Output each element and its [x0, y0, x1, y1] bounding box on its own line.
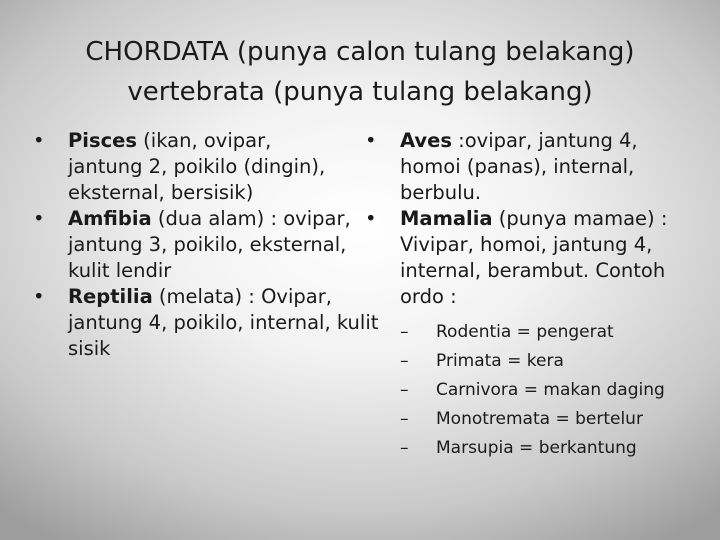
dash-icon: –	[400, 351, 409, 371]
left-column	[30, 128, 379, 362]
sub-list-item	[400, 376, 700, 405]
bullet-icon: •	[33, 129, 45, 152]
sub-item-text: Monotremata = bertelur	[436, 409, 643, 429]
sub-item-text: Rodentia = pengerat	[436, 322, 614, 342]
dash-icon: –	[400, 409, 409, 429]
sub-list-item	[400, 434, 700, 463]
class-description: :ovipar, jantung 4, homoi (panas), internal, berbulu.	[400, 129, 638, 204]
class-name: Pisces	[68, 129, 137, 152]
bullet-icon: •	[365, 207, 377, 230]
class-name: Amfibia	[68, 207, 152, 230]
sub-item-text: Carnivora = makan daging	[436, 380, 665, 400]
bullet-item-aves	[362, 128, 700, 206]
bullet-item-mamalia	[362, 206, 700, 463]
dash-icon: –	[400, 322, 409, 342]
ordo-list	[400, 318, 700, 463]
bullet-item-reptilia	[30, 284, 386, 362]
sub-list-item	[400, 318, 700, 347]
sub-list-item	[400, 347, 700, 376]
bullet-icon: •	[33, 285, 45, 308]
dash-icon: –	[400, 380, 409, 400]
title-line-1: CHORDATA (punya calon tulang belakang)	[85, 37, 635, 67]
bullet-item-amfibia	[30, 206, 368, 284]
right-column	[362, 128, 702, 463]
class-description: (punya mamae) : Vivipar, homoi, jantung 4, internal, berambut. Contoh ordo :	[400, 207, 668, 308]
bullet-item-pisces	[30, 128, 336, 206]
dash-icon: –	[400, 438, 409, 458]
sub-list-item	[400, 405, 700, 434]
class-name: Reptilia	[68, 285, 153, 308]
bullet-icon: •	[365, 129, 377, 152]
class-name: Aves	[400, 129, 452, 152]
class-description: (dua alam) : ovipar, jantung 3, poikilo, eksternal, kulit lendir	[68, 207, 351, 282]
sub-item-text: Marsupia = berkantung	[436, 438, 637, 458]
class-description: (melata) : Ovipar, jantung 4, poikilo, internal, kulit sisik	[68, 285, 379, 360]
class-name: Mamalia	[400, 207, 493, 230]
slide-title	[40, 32, 680, 112]
sub-item-text: Primata = kera	[436, 351, 564, 371]
bullet-icon: •	[33, 207, 45, 230]
class-description: (ikan, ovipar, jantung 2, poikilo (dingin), eksternal, bersisik)	[68, 129, 326, 204]
title-line-2: vertebrata (punya tulang belakang)	[127, 77, 593, 107]
